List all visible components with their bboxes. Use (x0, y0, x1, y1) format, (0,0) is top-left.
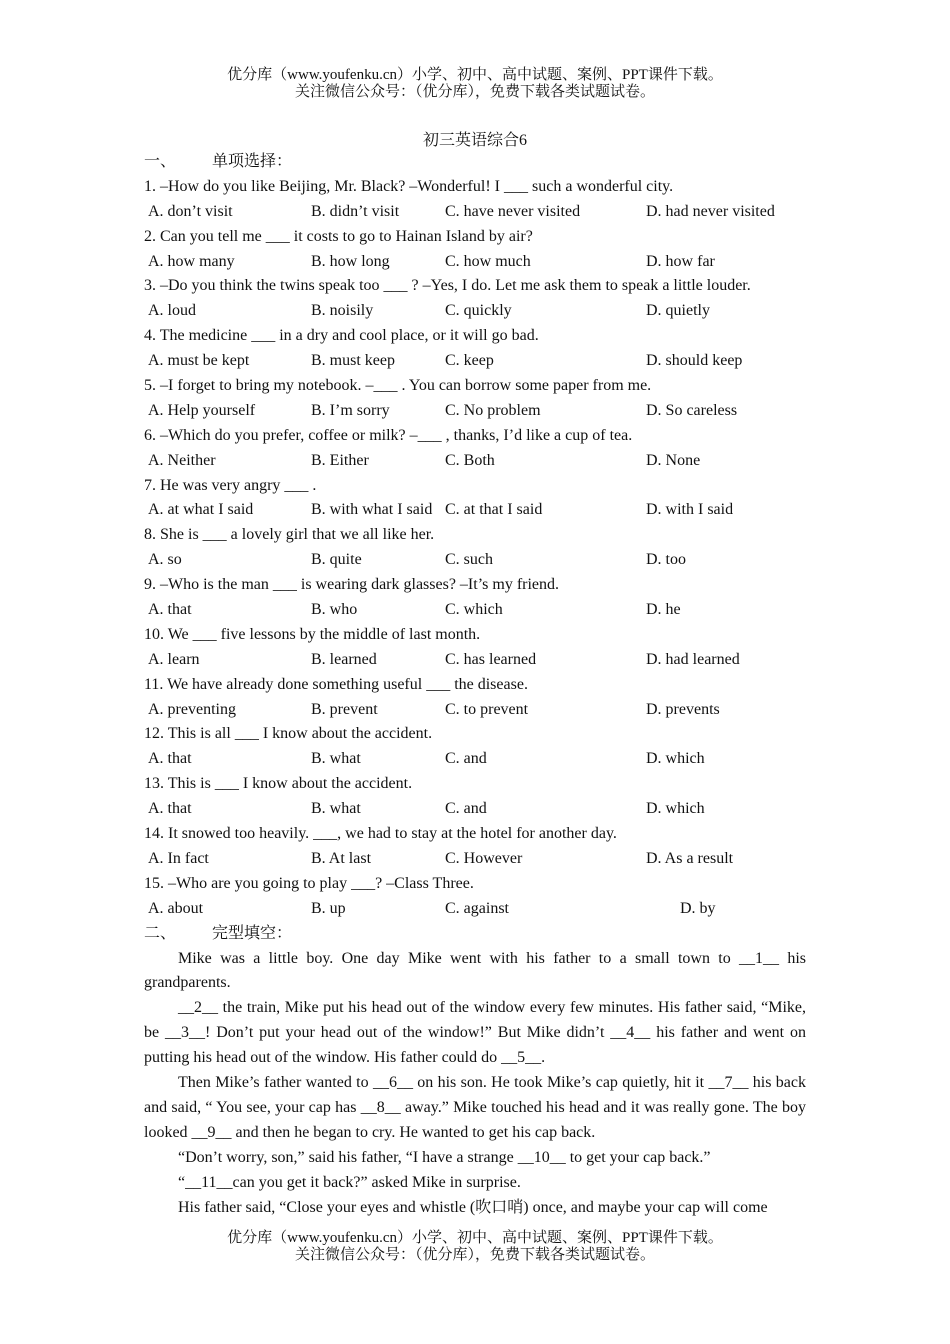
page-header (0, 67, 950, 101)
option-d: D. with I said (646, 501, 734, 519)
option-d: D. As a result (646, 849, 734, 867)
option-c: C. No problem (445, 401, 541, 419)
option-a: A. about (148, 899, 204, 917)
question-stem: 8. She is ___ a lovely girl that we all like her. (144, 526, 435, 544)
option-d: D. should keep (646, 352, 743, 370)
answer-options (144, 797, 806, 822)
option-a: A. preventing (148, 700, 236, 718)
option-c: C. which (445, 601, 503, 619)
passage-paragraph: __2__ the train, Mike put his head out of the window every few minutes. His father said, “Mike, be __3__! Don’t put your head out of the window!” But Mike didn’t __4__ his father and went on putting his head out of the window. His father could do __5__. (144, 999, 806, 1067)
passage-paragraph: His father said, “Close your eyes and whistle (吹口哨) once, and maybe your cap will come (178, 1198, 768, 1216)
option-c: C. how much (445, 252, 531, 270)
answer-options (144, 747, 806, 772)
answer-options (144, 299, 806, 324)
question-stem: 4. The medicine ___ in a dry and cool place, or it will go bad. (144, 327, 539, 345)
answer-options (144, 847, 806, 872)
answer-options (144, 598, 806, 623)
footer-line-2: 关注微信公众号：（优分库），免费下载各类试题试卷。 (294, 1247, 655, 1263)
answer-options (144, 698, 806, 723)
answer-options (144, 548, 806, 573)
section-2-label: 完型填空： (212, 924, 293, 942)
answer-options (144, 250, 806, 275)
answer-options (144, 399, 806, 424)
option-c: C. to prevent (445, 700, 529, 718)
answer-options (144, 449, 806, 474)
question-stem: 10. We ___ five lessons by the middle of last month. (144, 625, 481, 643)
question-stem: 13. This is ___ I know about the accident. (144, 775, 413, 793)
option-d: D. had never visited (646, 202, 775, 220)
question-stem: 12. This is all ___ I know about the accident. (144, 725, 433, 743)
passage-paragraph: Mike was a little boy. One day Mike went with his father to a small town to __1__ his grandparents. (144, 949, 806, 992)
option-c: C. and (445, 800, 487, 818)
option-a: A. loud (148, 302, 196, 320)
option-a: A. In fact (148, 849, 209, 867)
answer-options (144, 498, 806, 523)
question-stem: 1. –How do you like Beijing, Mr. Black? –Wonderful! I ___ such a wonderful city. (144, 177, 674, 195)
option-a: A. Help yourself (148, 401, 256, 419)
option-b: B. quite (311, 551, 362, 569)
option-d: D. which (646, 800, 705, 818)
question-stem: 11. We have already done something useful ___ the disease. (144, 675, 528, 693)
option-a: A. must be kept (148, 352, 250, 370)
question-stem: 6. –Which do you prefer, coffee or milk? –___ , thanks, I’d like a cup of tea. (144, 426, 633, 444)
page-title: 初三英语综合6 (422, 132, 527, 149)
option-b: B. what (311, 800, 361, 818)
option-c: C. has learned (445, 650, 537, 668)
option-c: C. keep (445, 352, 494, 370)
answer-options (144, 349, 806, 374)
header-line-1: 优分库（www.youfenku.cn）小学、初中、高中试题、案例、PPT课件下载。 (227, 67, 723, 83)
question-stem: 9. –Who is the man ___ is wearing dark glasses? –It’s my friend. (144, 576, 560, 594)
passage-paragraph: “__11__can you get it back?” asked Mike in surprise. (178, 1173, 521, 1191)
question-stem: 3. –Do you think the twins speak too ___ ? –Yes, I do. Let me ask them to speak a little louder. (144, 277, 751, 295)
section-1-number: 一、 (144, 153, 177, 170)
option-d: D. by (680, 899, 716, 917)
footer-line-1: 优分库（www.youfenku.cn）小学、初中、高中试题、案例、PPT课件下载。 (227, 1230, 723, 1246)
option-c: C. Both (445, 451, 495, 469)
option-b: B. learned (311, 650, 377, 668)
option-a: A. how many (148, 252, 235, 270)
passage-paragraph: Then Mike’s father wanted to __6__ on his son. He took Mike’s cap quietly, hit it __7__ his back and said, “ You see, your cap has __8__ away.” Mike touched his head and it was really gone. The boy looked __9__ and then he began to cry. He wanted to get his cap back. (144, 1074, 806, 1141)
option-b: B. Either (311, 451, 369, 469)
option-d: D. he (646, 601, 681, 619)
question-list (144, 175, 806, 922)
section-1-heading (144, 150, 806, 175)
question-stem: 14. It snowed too heavily. ___, we had to stay at the hotel for another day. (144, 825, 617, 843)
section-2-heading (144, 922, 806, 947)
option-a: A. learn (148, 650, 200, 668)
option-d: D. how far (646, 252, 715, 270)
option-d: D. None (646, 451, 701, 469)
option-a: A. at what I said (148, 501, 254, 519)
page-footer (0, 1230, 950, 1264)
option-b: B. noisily (311, 302, 374, 320)
document-body (144, 150, 806, 1220)
option-c: C. have never visited (445, 202, 581, 220)
option-d: D. which (646, 750, 705, 768)
option-b: B. how long (311, 252, 390, 270)
option-a: A. that (148, 601, 192, 619)
option-d: D. prevents (646, 700, 720, 718)
option-a: A. Neither (148, 451, 216, 469)
answer-options (144, 648, 806, 673)
option-b: B. must keep (311, 352, 395, 370)
option-b: B. up (311, 899, 346, 917)
option-d: D. So careless (646, 401, 738, 419)
section-2-number: 二、 (144, 924, 177, 942)
option-c: C. against (445, 899, 509, 917)
question-stem: 7. He was very angry ___ . (144, 476, 317, 494)
option-b: B. prevent (311, 700, 378, 718)
option-b: B. At last (311, 849, 372, 867)
option-b: B. didn’t visit (311, 202, 400, 220)
question-stem: 5. –I forget to bring my notebook. –___ . You can borrow some paper from me. (144, 377, 652, 395)
option-b: B. what (311, 750, 361, 768)
option-b: B. I’m sorry (311, 401, 390, 419)
section-1-label: 单项选择： (212, 153, 293, 170)
option-c: C. quickly (445, 302, 512, 320)
header-line-2: 关注微信公众号：（优分库），免费下载各类试题试卷。 (294, 84, 655, 100)
answer-options (144, 200, 806, 225)
option-d: D. quietly (646, 302, 710, 320)
option-c: C. such (445, 551, 493, 569)
option-d: D. had learned (646, 650, 740, 668)
question-stem: 2. Can you tell me ___ it costs to go to Hainan Island by air? (144, 227, 533, 245)
option-c: C. at that I said (445, 501, 543, 519)
option-a: A. that (148, 750, 192, 768)
option-b: B. with what I said (311, 501, 433, 519)
option-a: A. so (148, 551, 182, 569)
option-c: C. and (445, 750, 487, 768)
option-c: C. However (445, 849, 523, 867)
cloze-passage (144, 947, 806, 1221)
option-b: B. who (311, 601, 358, 619)
option-d: D. too (646, 551, 686, 569)
answer-options (144, 897, 806, 922)
question-stem: 15. –Who are you going to play ___? –Class Three. (144, 874, 474, 892)
option-a: A. that (148, 800, 192, 818)
option-a: A. don’t visit (148, 202, 233, 220)
passage-paragraph: “Don’t worry, son,” said his father, “I have a strange __10__ to get your cap back.” (178, 1148, 711, 1166)
